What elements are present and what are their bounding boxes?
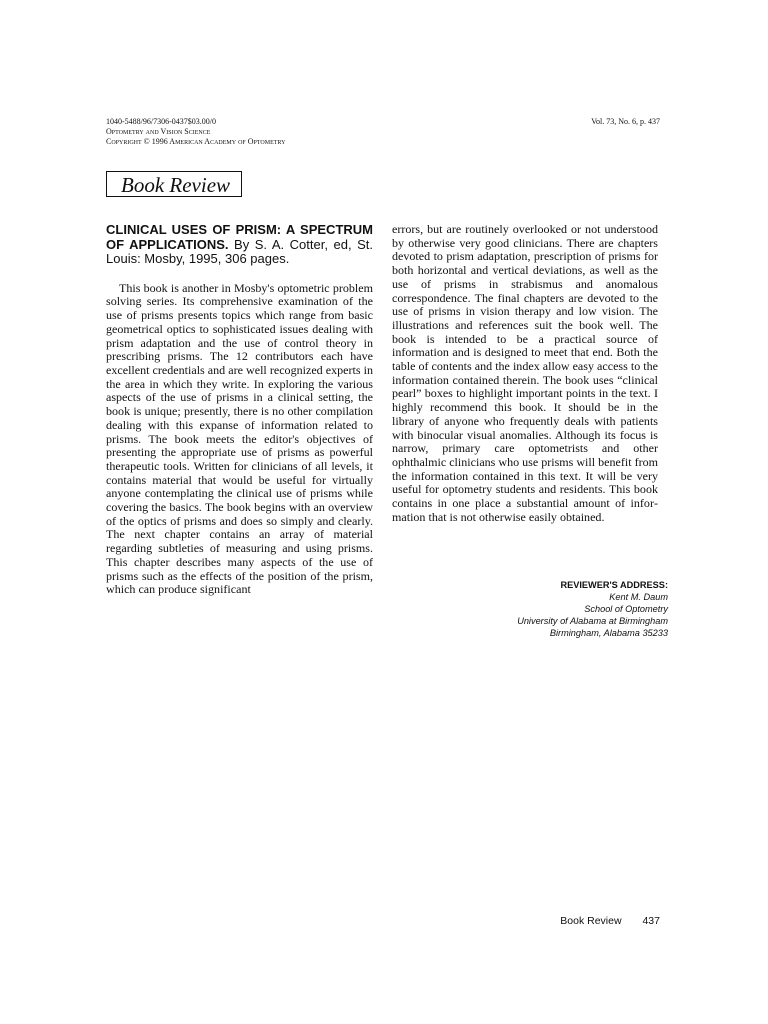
review-paragraph-left: This book is another in Mosby's optometric problem solving series. Its comprehensive examination of the use of prisms presents topics which range from basic geometrical optics to sophisticated issues dealing with prism adaptation and the use of control theory in prescribing prisms. The 12 contributors each have excellent credentials and are well recognized experts in the area in which they write. In exploring the various aspects of the use of prisms in a clinical setting, the book is unique; presently, there is no other compilation dealing with this expanse of information related to prisms. The book meets the editor's objectives of presenting the appropriate use of prisms as powerful therapeutic tools. Written for clinicians of all levels, it contains material that would be useful for virtually anyone contemplating the clinical use of prisms while covering the basics. The book begins with an overview of the optics of prisms and does so simply and clearly. The next chapter contains an array of material regarding subtleties of measuring and using prisms. This chapter describes many aspects of the use of prisms such as the effects of the position of the prism, which can produce significant [106, 280, 373, 597]
review-paragraph-right: errors, but are routinely overlooked or not understood by otherwise very good clinicians. There are chapters devoted to prism adaptation, prescription of prisms for both horizontal and vertical deviations, as well as the use of prisms in strabismus and anomalous correspondence. The final chapters are devoted to the use of prisms in vision therapy and low vision. The illustrations and references suit the book well. The book is intended to be a practical source of information and is designed to meet that end. Both the table of contents and the index allow easy access to the information contained therein. The book uses “clinical pearl” boxes to highlight important points in the text. I highly recommend this book. It should be in the library of anyone who frequently deals with patients with binocular visual anomalies. Although its focus is narrow, primary care optometrists and other ophthalmic clinicians who use prisms will benefit from the information contained in this text. It will be very useful for optometry students and residents. This book contains in one place a substantial amount of information that is not otherwise easily obtained. [392, 222, 658, 524]
left-column [106, 223, 373, 597]
reviewer-name: Kent M. Daum [609, 592, 668, 602]
page-number: 437 [642, 915, 660, 927]
volume-info: Vol. 73, No. 6, p. 437 [591, 117, 660, 126]
reviewer-address [408, 579, 668, 639]
review-heading [106, 223, 373, 267]
page-footer [560, 914, 660, 928]
section-title-box [106, 171, 242, 197]
book-title: CLINICAL USES OF PRISM: A SPECTRUM OF APPLICATIONS. [106, 222, 373, 252]
book-citation: By S. A. Cotter, ed, St. Louis: Mosby, 1995, 306 pages. [106, 236, 373, 267]
publication-info [106, 117, 426, 147]
section-title: Book Review [121, 173, 231, 197]
right-column [392, 223, 658, 524]
copyright-notice: Copyright © 1996 American Academy of Optometry [106, 137, 286, 146]
reviewer-department: School of Optometry [584, 604, 668, 614]
issn-code: 1040-5488/96/7306-0437$03.00/0 [106, 117, 216, 126]
journal-name: Optometry and Vision Science [106, 127, 211, 136]
footer-section-label: Book Review [560, 915, 622, 927]
reviewer-city: Birmingham, Alabama 35233 [549, 628, 668, 638]
reviewer-university: University of Alabama at Birmingham [517, 616, 668, 626]
reviewer-address-heading: REVIEWER'S ADDRESS: [560, 580, 668, 590]
